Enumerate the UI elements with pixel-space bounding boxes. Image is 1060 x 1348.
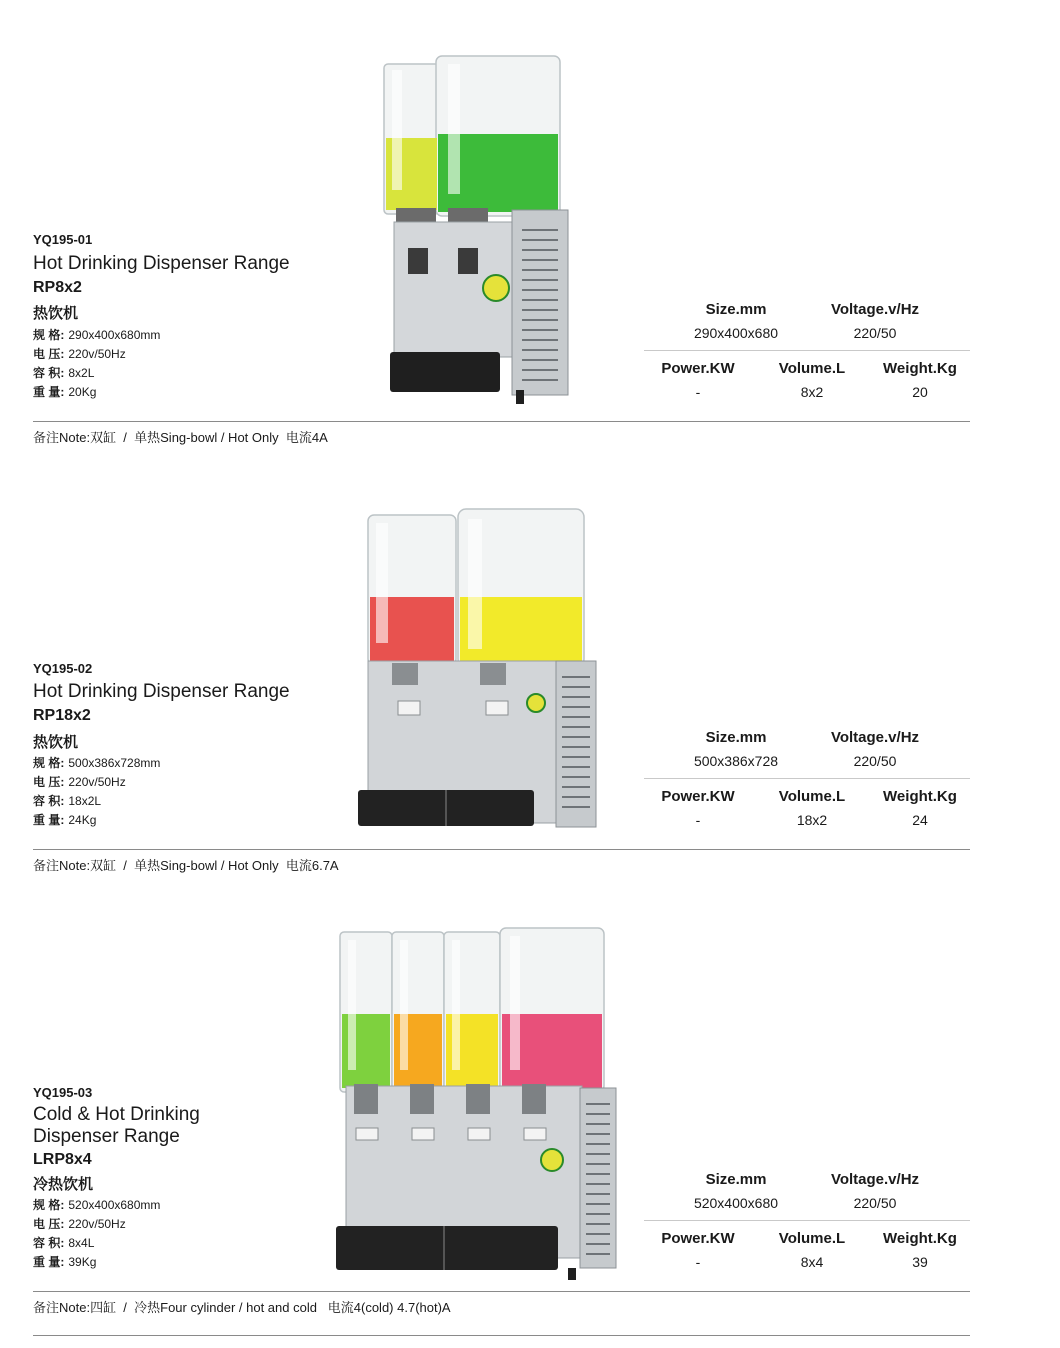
product-cn-name: 冷热饮机 [33,1176,94,1193]
weight-value: 39 [912,1254,928,1270]
product-model: RP8x2 [33,279,82,296]
page-bottom-divider [33,1335,970,1336]
spec-volume: 容 积: 8x4L [33,1236,95,1250]
size-value: 290x400x680 [693,325,779,341]
voltage-header: Voltage.v/Hz [830,1171,920,1188]
spec-weight: 重 量: 20Kg [33,385,97,399]
product-title: Cold & Hot Drinking Dispenser Range [33,1104,200,1147]
power-header: Power.KW [661,1230,735,1247]
product-note: 备注Note:双缸 / 单热Sing-bowl / Hot Only 电流4A [33,430,328,445]
weight-value: 20 [912,384,928,400]
spec-volume: 容 积: 18x2L [33,794,102,808]
power-header: Power.KW [661,788,735,805]
spec-voltage: 电 压: 220v/50Hz [33,775,126,789]
size-header: Size.mm [705,301,767,318]
product-image-dispenser-2bowl-large [352,505,602,840]
weight-header: Weight.Kg [883,788,957,805]
power-value: - [695,384,701,400]
weight-header: Weight.Kg [883,1230,957,1247]
table-divider [644,350,970,351]
product-image-dispenser-4bowl [332,924,622,1284]
size-header: Size.mm [705,1171,767,1188]
product-model: RP18x2 [33,707,91,724]
weight-header: Weight.Kg [883,360,957,377]
volume-value: 8x2 [800,384,824,400]
spec-list [33,754,160,830]
product-cn-name: 热饮机 [33,305,79,322]
size-value: 500x386x728 [693,753,779,769]
size-value: 520x400x680 [693,1195,779,1211]
voltage-value: 220/50 [853,753,897,769]
product-code: YQ195-03 [33,1085,93,1100]
table-divider [644,1220,970,1221]
product-code: YQ195-02 [33,661,93,676]
weight-value: 24 [912,812,928,828]
spec-weight: 重 量: 39Kg [33,1255,97,1269]
section-divider [33,849,970,850]
voltage-value: 220/50 [853,1195,897,1211]
product-title: Hot Drinking Dispenser Range [33,681,290,702]
product-cn-name: 热饮机 [33,734,79,751]
volume-header: Volume.L [778,360,846,377]
voltage-value: 220/50 [853,325,897,341]
spec-size: 规 格: 520x400x680mm [33,1198,161,1212]
spec-weight: 重 量: 24Kg [33,813,97,827]
volume-value: 8x4 [800,1254,824,1270]
spec-volume: 容 积: 8x2L [33,366,95,380]
power-value: - [695,812,701,828]
product-note: 备注Note:双缸 / 单热Sing-bowl / Hot Only 电流6.7A [33,858,339,873]
section-divider [33,1291,970,1292]
product-code: YQ195-01 [33,232,93,247]
product-note: 备注Note:四缸 / 冷热Four cylinder / hot and cold 电流4(cold) 4.7(hot)A [33,1300,451,1315]
voltage-header: Voltage.v/Hz [830,301,920,318]
section-divider [33,421,970,422]
spec-list [33,1196,160,1272]
voltage-header: Voltage.v/Hz [830,729,920,746]
volume-value: 18x2 [796,812,828,828]
product-image-dispenser-2bowl-small [378,50,578,410]
product-title: Hot Drinking Dispenser Range [33,253,290,274]
table-divider [644,778,970,779]
spec-list [33,326,160,402]
spec-size: 规 格: 500x386x728mm [33,756,161,770]
volume-header: Volume.L [778,1230,846,1247]
spec-voltage: 电 压: 220v/50Hz [33,347,126,361]
power-value: - [695,1254,701,1270]
volume-header: Volume.L [778,788,846,805]
product-model: LRP8x4 [33,1151,92,1168]
power-header: Power.KW [661,360,735,377]
spec-size: 规 格: 290x400x680mm [33,328,161,342]
spec-voltage: 电 压: 220v/50Hz [33,1217,126,1231]
size-header: Size.mm [705,729,767,746]
